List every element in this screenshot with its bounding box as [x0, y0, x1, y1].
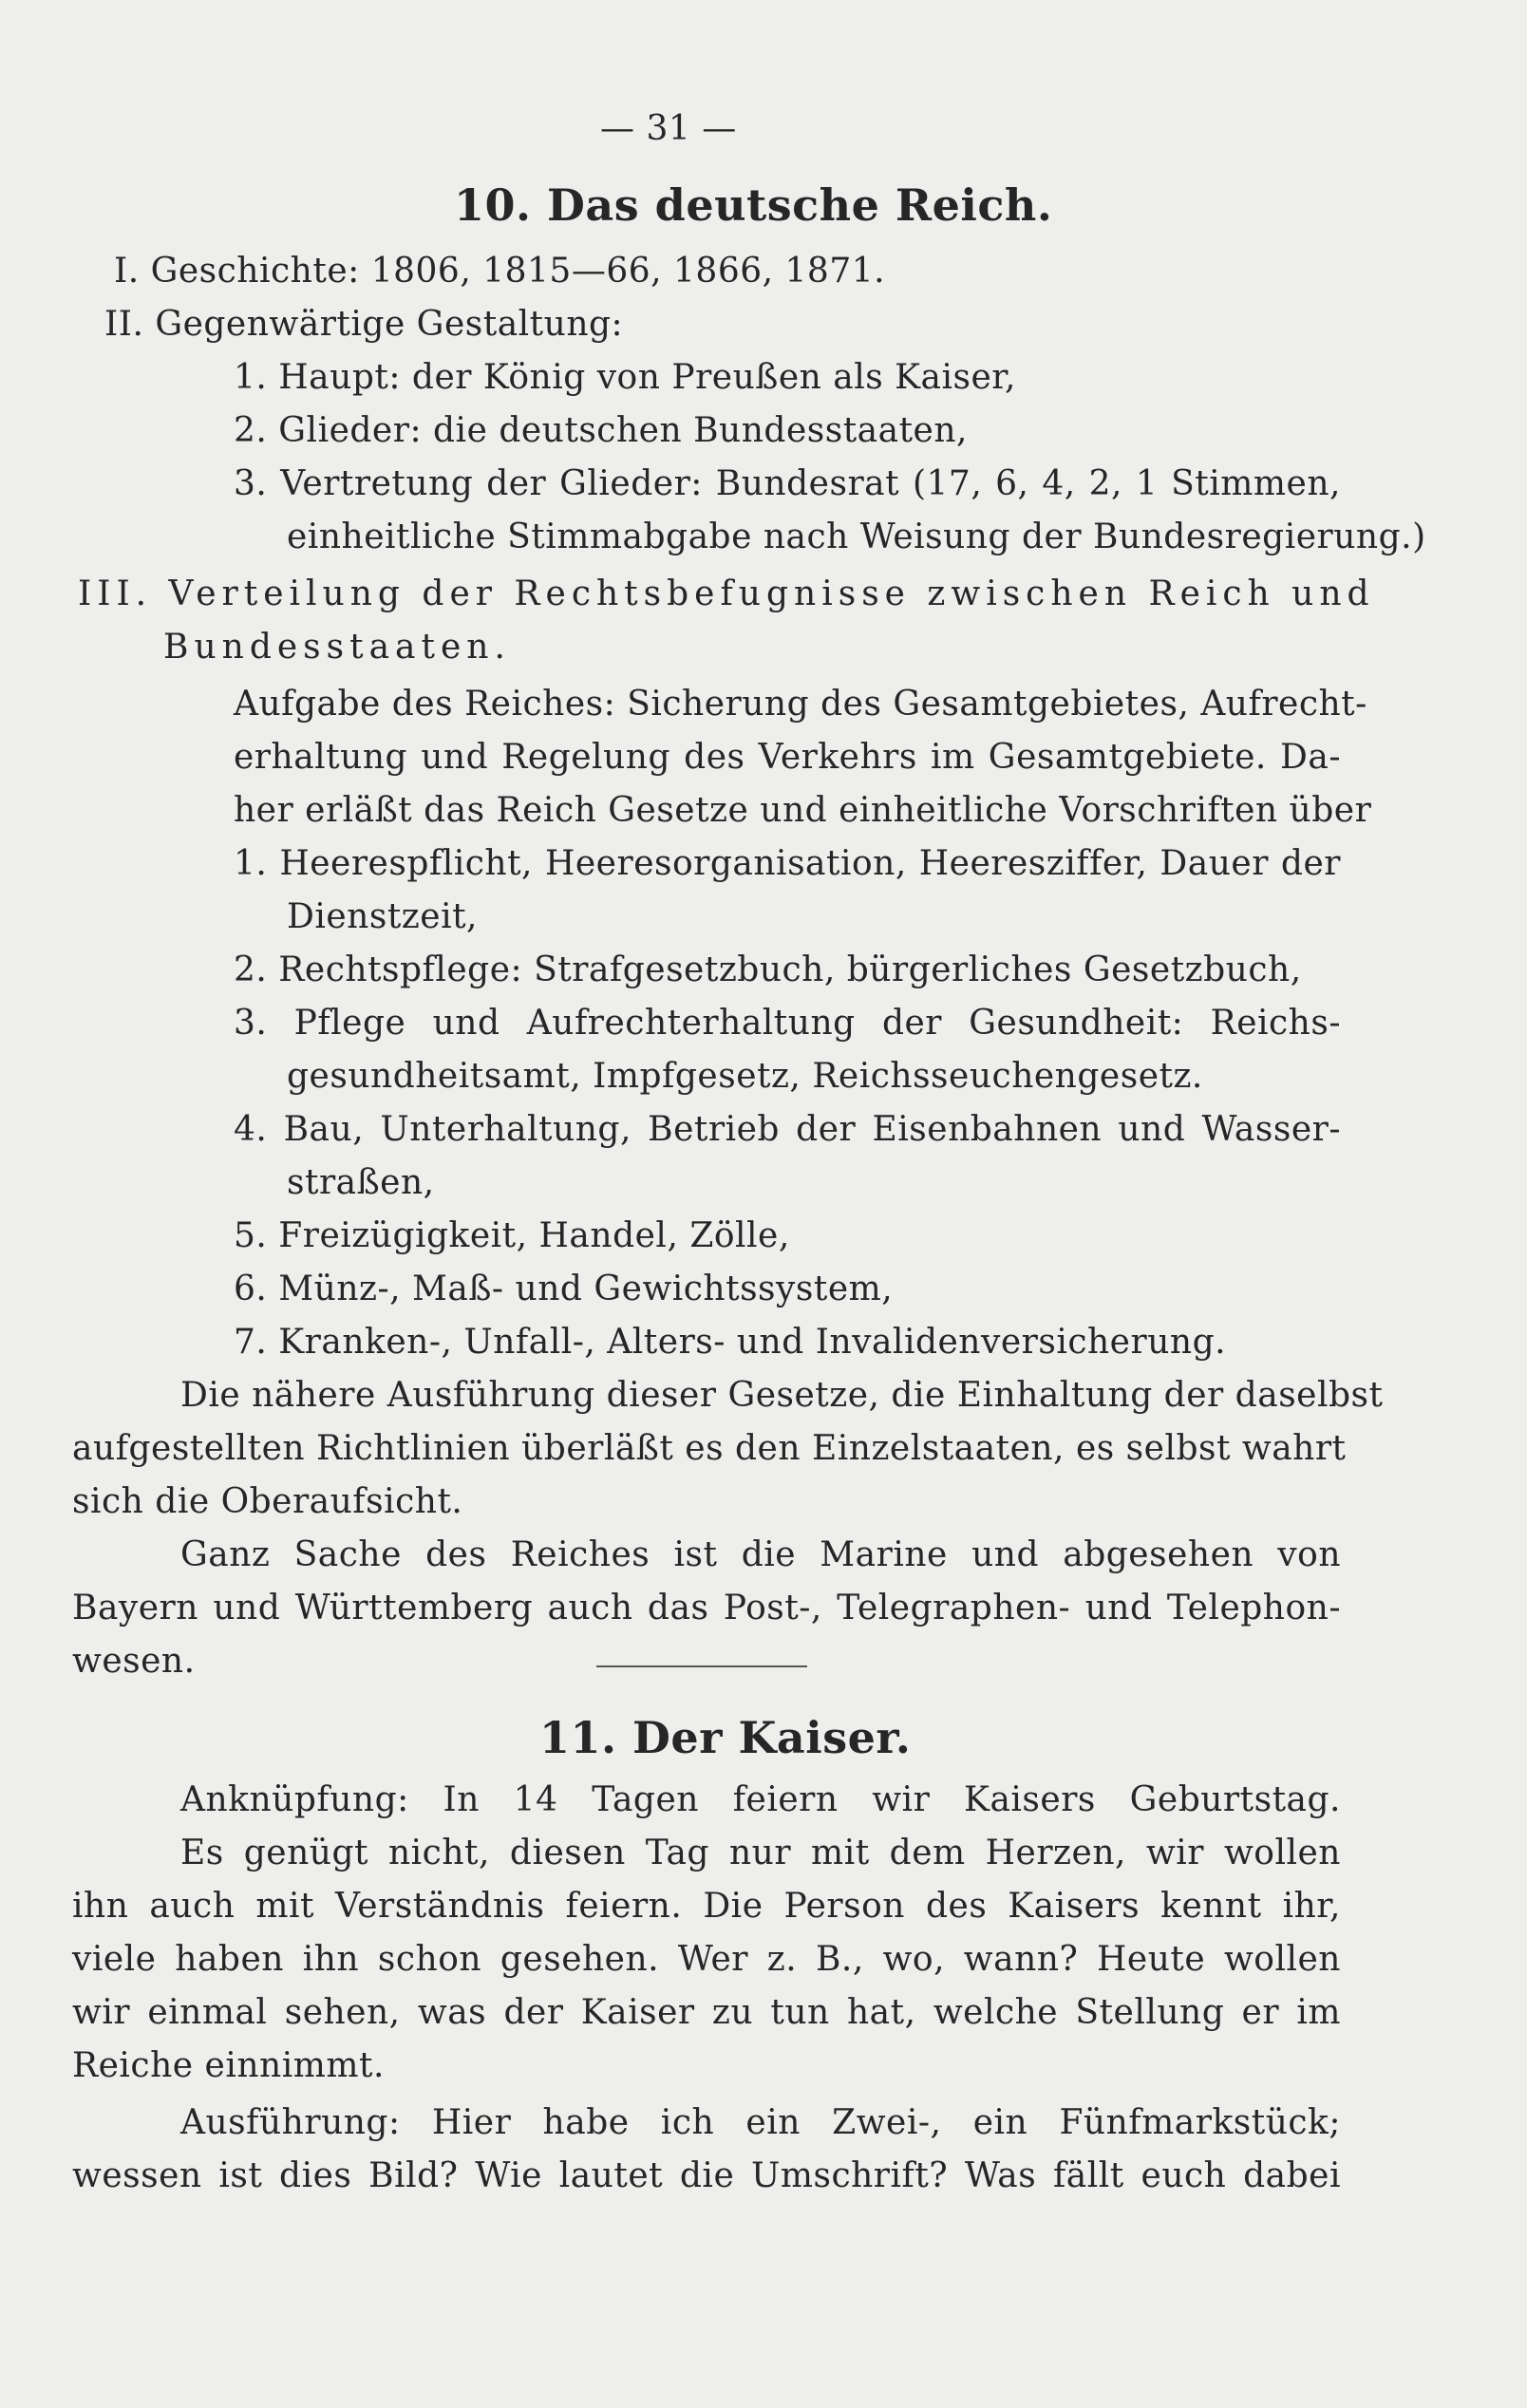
paragraph-line: Die nähere Ausführung dieser Gesetze, die Einhaltung der daselbst: [180, 1376, 1384, 1415]
list-item-continuation: gesundheitsamt, Impfgesetz, Reichsseuchengesetz.: [287, 1057, 1203, 1096]
paragraph-line: wessen ist dies Bild? Wie lautet die Umschrift? Was fällt euch dabei: [72, 2156, 1341, 2195]
list-item-continuation: straßen,: [287, 1163, 435, 1202]
list-item: 6. Münz-, Maß- und Gewichtssystem,: [234, 1270, 894, 1308]
paragraph-line: ihn auch mit Verständnis feiern. Die Person des Kaisers kennt ihr,: [72, 1887, 1341, 1926]
outline-item-iii: III. Verteilung der Rechtsbefugnisse zwischen Reich und: [78, 574, 1375, 613]
list-item: 5. Freizügigkeit, Handel, Zölle,: [234, 1216, 790, 1255]
list-item: 4. Bau, Unterhaltung, Betrieb der Eisenbahnen und Wasser-: [234, 1110, 1341, 1149]
paragraph-line: sich die Oberaufsicht.: [72, 1482, 463, 1521]
paragraph-line: aufgestellten Richtlinien überläßt es den Einzelstaaten, es selbst wahrt: [72, 1429, 1347, 1468]
paragraph-line: Aufgabe des Reiches: Sicherung des Gesamtgebietes, Aufrecht-: [234, 685, 1367, 724]
section-heading-der-kaiser: 11. Der Kaiser.: [539, 1712, 912, 1763]
paragraph-line: viele haben ihn schon gesehen. Wer z. B., wo, wann? Heute wollen: [72, 1940, 1341, 1979]
paragraph-line: wesen.: [72, 1642, 196, 1681]
page-number: — 31 —: [600, 109, 737, 148]
paragraph-line: Ausführung: Hier habe ich ein Zwei-, ein Fünfmarkstück;: [180, 2103, 1341, 2142]
list-item: 3. Pflege und Aufrechterhaltung der Gesundheit: Reichs-: [234, 1004, 1341, 1043]
paragraph-line: Anknüpfung: In 14 Tagen feiern wir Kaisers Geburtstag.: [180, 1780, 1341, 1819]
paragraph-line: Es genügt nicht, diesen Tag nur mit dem Herzen, wir wollen: [180, 1834, 1341, 1872]
outline-item-ii: II. Gegenwärtige Gestaltung:: [104, 305, 624, 344]
list-item: 2. Glieder: die deutschen Bundesstaaten,: [234, 411, 968, 450]
paragraph-line: Reiche einnimmt.: [72, 2046, 385, 2085]
outline-item-i: I. Geschichte: 1806, 1815—66, 1866, 1871.: [114, 252, 886, 291]
section-divider: [596, 1665, 807, 1667]
paragraph-line: Bayern und Württemberg auch das Post-, Telegraphen- und Telephon-: [72, 1589, 1341, 1627]
list-item-continuation: einheitliche Stimmabgabe nach Weisung der Bundesregierung.): [287, 517, 1426, 556]
list-item: 1. Heerespflicht, Heeresorganisation, Heeresziffer, Dauer der: [234, 844, 1341, 883]
outline-item-iii-continuation: Bundesstaaten.: [163, 628, 511, 667]
paragraph-line: Ganz Sache des Reiches ist die Marine und abgesehen von: [180, 1535, 1341, 1574]
list-item: 1. Haupt: der König von Preußen als Kaiser,: [234, 358, 1016, 397]
paragraph-line: erhaltung und Regelung des Verkehrs im Gesamtgebiete. Da-: [234, 738, 1341, 777]
section-heading-das-deutsche-reich: 10. Das deutsche Reich.: [454, 179, 1053, 231]
list-item: 2. Rechtspflege: Strafgesetzbuch, bürgerliches Gesetzbuch,: [234, 950, 1302, 989]
list-item: 7. Kranken-, Unfall-, Alters- und Invalidenversicherung.: [234, 1323, 1227, 1362]
list-item: 3. Vertretung der Glieder: Bundesrat (17, 6, 4, 2, 1 Stimmen,: [234, 464, 1341, 503]
list-item-continuation: Dienstzeit,: [287, 897, 479, 936]
paragraph-line: wir einmal sehen, was der Kaiser zu tun hat, welche Stellung er im: [72, 1993, 1341, 2032]
paragraph-line: her erläßt das Reich Gesetze und einheitliche Vorschriften über: [234, 791, 1372, 830]
